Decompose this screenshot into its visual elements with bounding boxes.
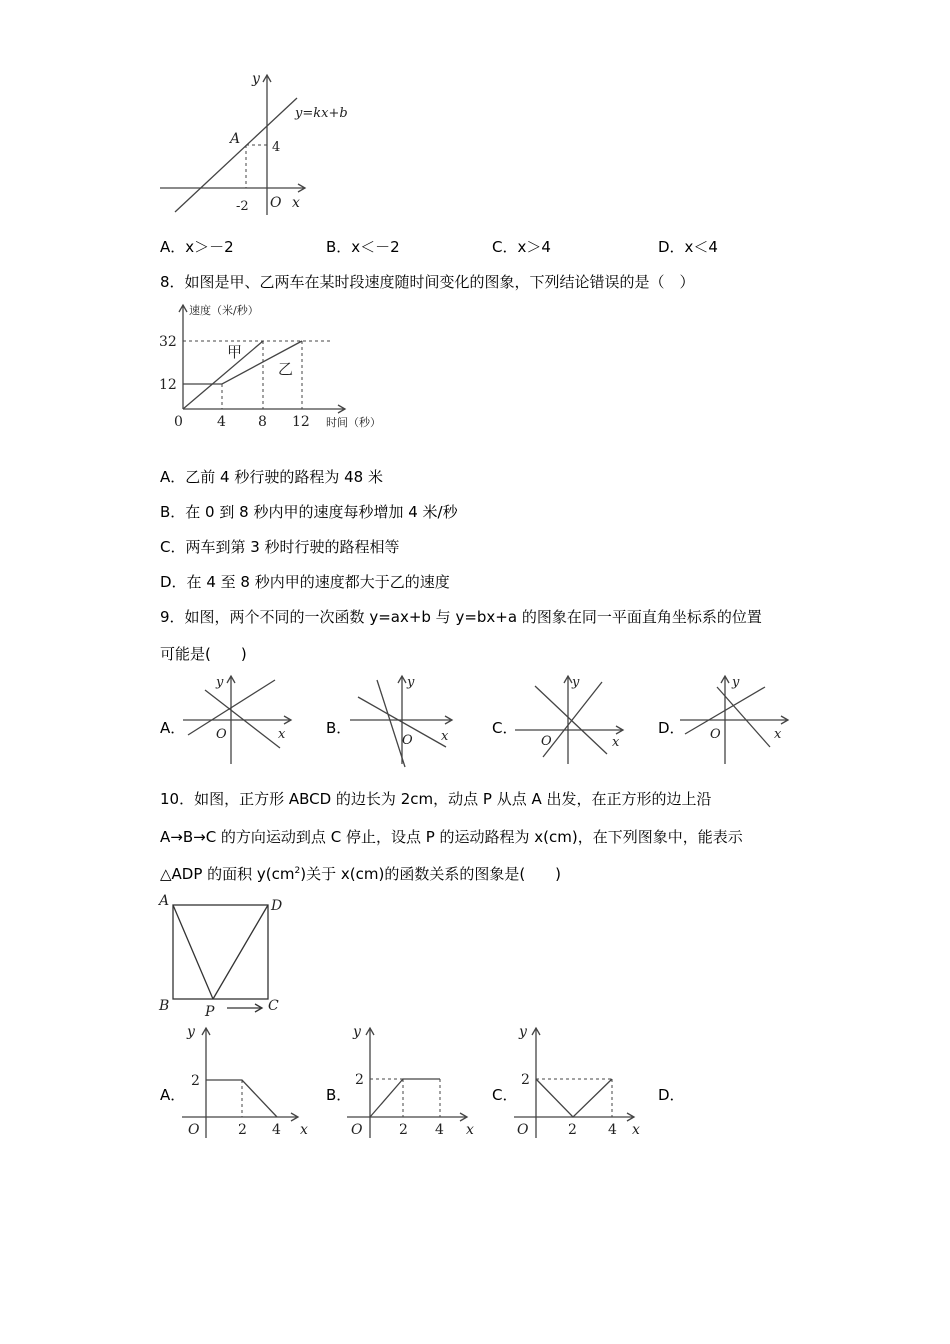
q9-option-b-graph [350,672,465,767]
q10-label-p: P [205,1004,215,1020]
q8-option-d: D．在 4 至 8 秒内甲的速度都大于乙的速度 [160,573,450,591]
q9-c-line-2 [543,682,602,757]
q7-origin: O [270,195,282,211]
q10-c-x-tick-2: 2 [568,1122,577,1138]
q10-a-x-label: x [300,1122,308,1138]
q10-c-y-value: 2 [521,1072,530,1088]
q10-option-d-label: D． [658,1086,685,1104]
q7-option-d: D．x＜4 [658,238,718,256]
q9-option-d-graph [680,672,795,767]
q9-option-c-graph [515,672,635,767]
q10-option-a-graph [180,1022,315,1140]
q9-stem-line2: 可能是( ) [160,645,247,663]
q9-b-line-1 [377,680,405,767]
q10-label-c: C [268,998,279,1014]
q10-b-x-tick-2: 2 [399,1122,408,1138]
q9-d-y-label: y [732,675,740,690]
q10-b-y-value: 2 [355,1072,364,1088]
q10-option-c-label: C． [492,1086,518,1104]
q8-option-c: C．两车到第 3 秒时行驶的路程相等 [160,538,400,556]
q8-x-tick-8: 8 [258,414,267,430]
q10-a-y-value: 2 [191,1073,200,1089]
q8-x-tick-4: 4 [217,414,226,430]
q10-option-a-label: A． [160,1086,186,1104]
q9-a-origin: O [216,727,227,742]
q10-c-y-label: y [519,1024,527,1040]
q10-b-y-label: y [353,1024,361,1040]
q9-b-y-label: y [407,675,415,690]
q9-c-x-label: x [612,735,620,750]
q8-y-tick-32: 32 [159,334,177,350]
q8-y-tick-12: 12 [159,377,177,393]
q9-c-y-label: y [572,675,580,690]
q7-y-axis-label: y [252,71,260,87]
q10-a-x-tick-2: 2 [238,1122,247,1138]
q7-option-a: A．x＞－2 [160,238,234,256]
q8-x-axis-label: 时间（秒） [326,416,381,429]
q7-option-b: B．x＜－2 [326,238,400,256]
q8-speed-time-graph [155,295,395,435]
q10-segment-ap [173,905,213,999]
q10-c-x-label: x [632,1122,640,1138]
q9-stem-line1: 9．如图，两个不同的一次函数 y=ax+b 与 y=bx+a 的图象在同一平面直角坐标系的位置 [160,608,762,626]
q8-stem: 8．如图是甲、乙两车在某时段速度随时间变化的图象，下列结论错误的是（ ） [160,273,695,291]
q9-d-origin: O [710,727,721,742]
q9-option-b-label: B． [326,719,352,737]
q7-line-label: y=kx+b [295,106,348,121]
q10-c-origin: O [517,1122,529,1138]
q7-graph [150,65,370,225]
q8-option-a: A．乙前 4 秒行驶的路程为 48 米 [160,468,383,486]
q10-c-x-tick-4: 4 [608,1122,617,1138]
q9-b-x-label: x [441,729,449,744]
q10-label-b: B [159,998,170,1014]
q10-segment-dp [213,905,268,999]
q8-jia-line [183,341,263,409]
q7-point-a-label: A [230,131,241,147]
q10-option-b-graph [345,1022,480,1140]
q10-square-figure [155,890,295,1020]
q9-option-a-label: A． [160,719,186,737]
q9-a-y-label: y [216,675,224,690]
q7-option-c: C．x＞4 [492,238,551,256]
q10-a-origin: O [188,1122,200,1138]
q9-d-x-label: x [774,727,782,742]
q10-label-a: A [159,893,170,909]
q9-option-a-graph [183,672,298,767]
q8-x-tick-0: 0 [174,414,183,430]
q10-option-b-label: B． [326,1086,352,1104]
q10-stem-line3-pre: △ADP 的面积 y(cm [160,865,295,883]
q9-b-origin: O [402,733,413,748]
q7-y-value: 4 [272,140,281,155]
q10-option-c-graph [512,1022,647,1140]
q8-option-b: B．在 0 到 8 秒内甲的速度每秒增加 4 米/秒 [160,503,458,521]
q10-b-x-tick-4: 4 [435,1122,444,1138]
q10-stem-superscript: 2 [294,866,301,876]
q10-c-function-line [536,1079,612,1117]
q8-jia-label: 甲 [227,343,243,361]
q7-x-value: -2 [236,199,249,214]
q10-b-function-line [370,1079,440,1117]
q10-stem-line3 [160,863,561,884]
q10-a-y-label: y [187,1024,195,1040]
q10-stem-line3-post: )关于 x(cm)的函数关系的图象是( ) [300,865,562,883]
q8-y-axis-label: 速度（米/秒） [189,304,259,317]
q8-x-tick-12: 12 [292,414,310,430]
q8-yi-label: 乙 [278,360,294,378]
q9-option-d-label: D． [658,719,685,737]
q10-a-x-tick-4: 4 [272,1122,281,1138]
q7-x-axis-label: x [292,195,300,211]
q10-stem-line2: A→B→C 的方向运动到点 C 停止，设点 P 的运动路程为 x(cm)，在下列图象中，能表示 [160,828,743,846]
q10-b-x-label: x [466,1122,474,1138]
q9-option-c-label: C． [492,719,518,737]
q10-b-origin: O [351,1122,363,1138]
q10-stem-line1: 10．如图，正方形 ABCD 的边长为 2cm，动点 P 从点 A 出发，在正方形的边上沿 [160,790,712,808]
q10-label-d: D [271,898,283,914]
q9-c-origin: O [541,734,552,749]
q9-a-x-label: x [278,727,286,742]
